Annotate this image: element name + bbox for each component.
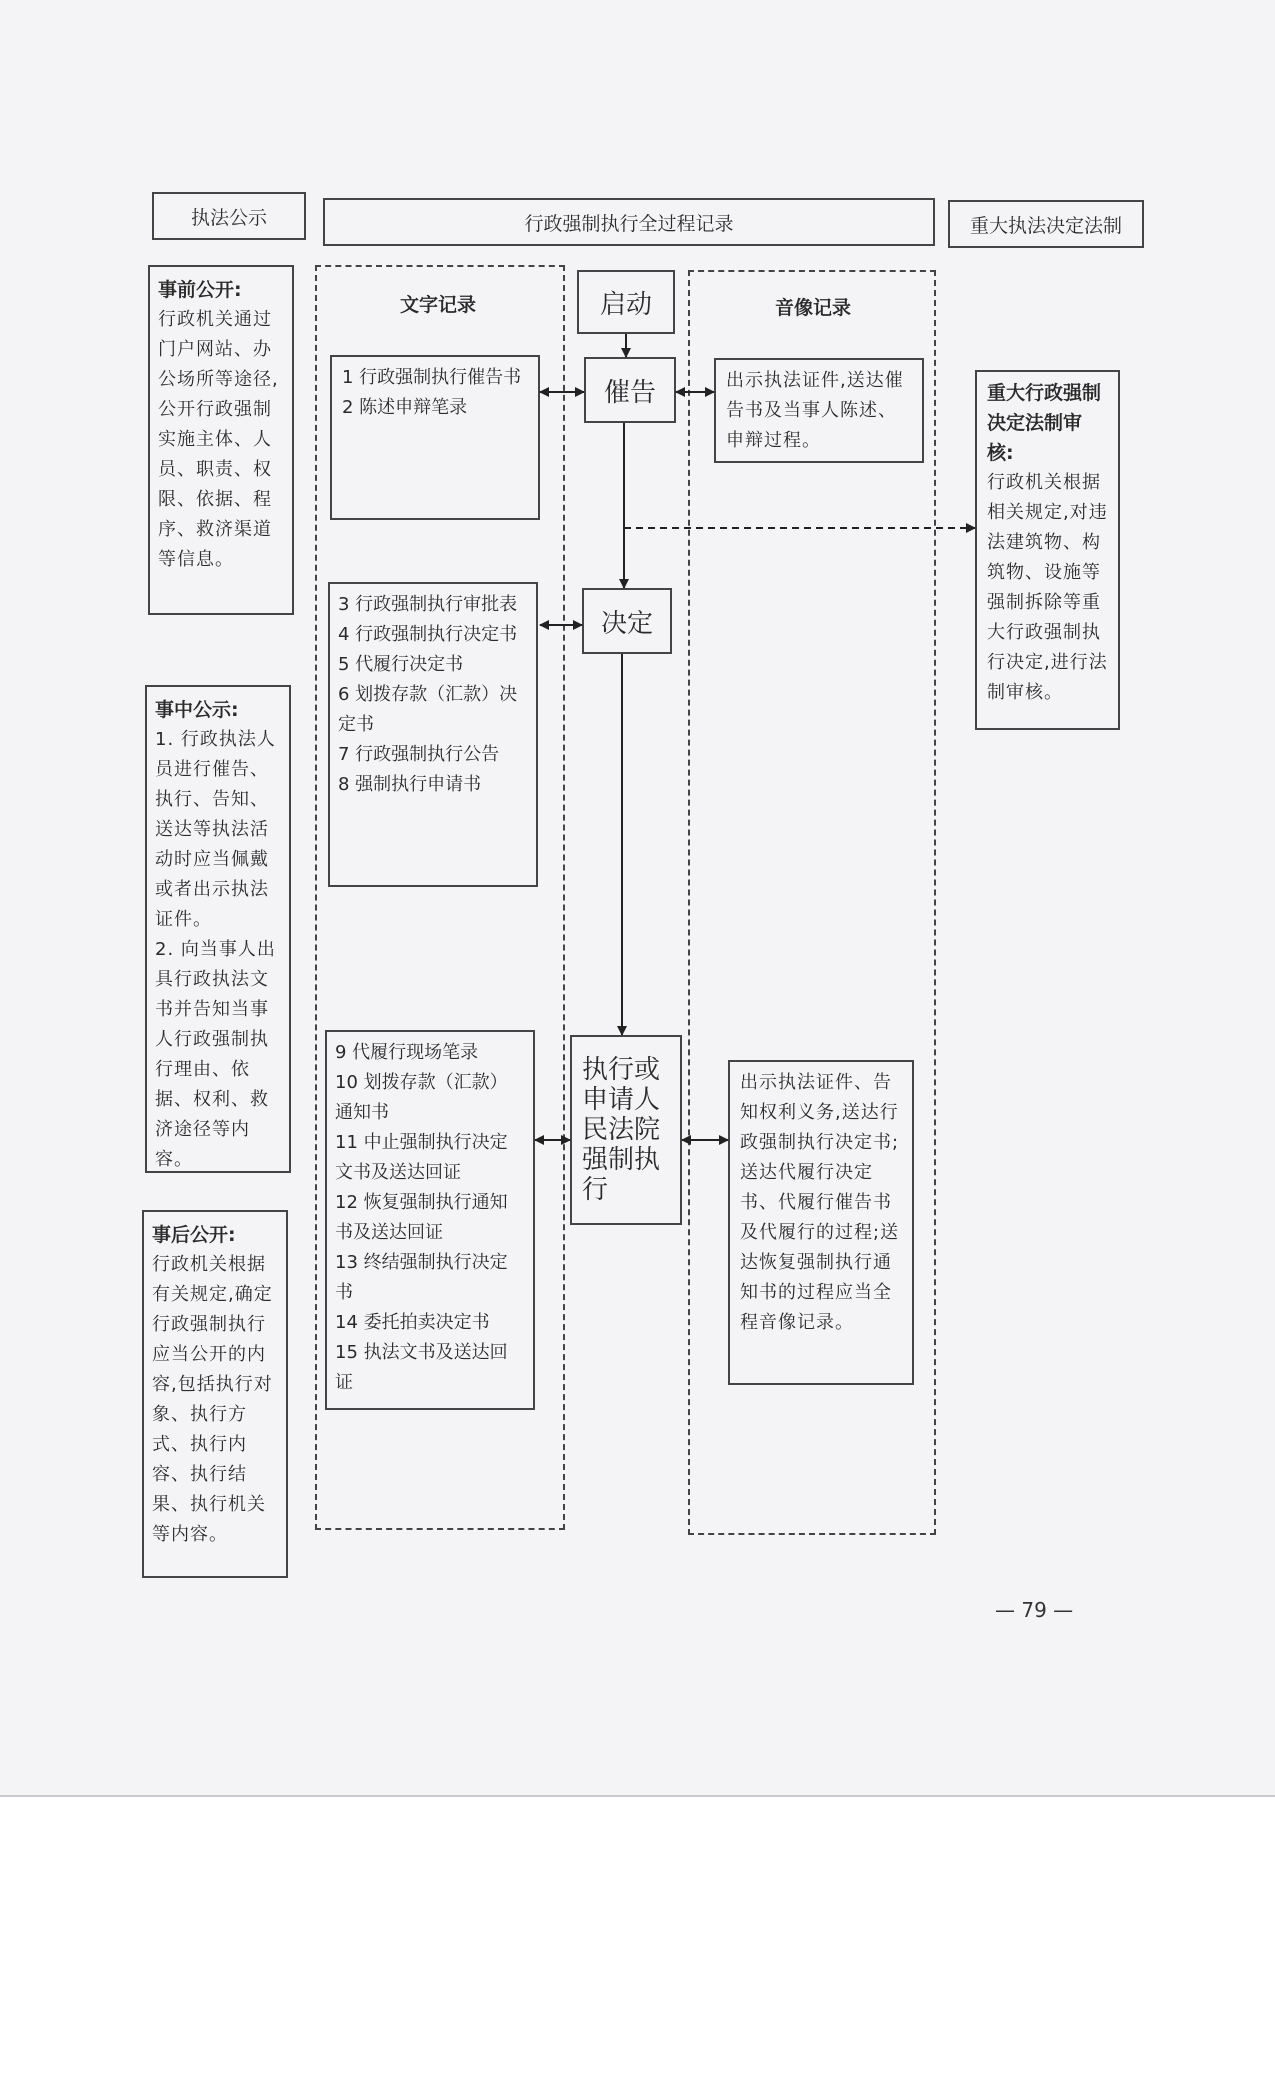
text-record-item: 11 中止强制执行决定文书及送达回证: [335, 1132, 508, 1183]
flow-node-urge-label: 催告: [603, 377, 656, 408]
text-record-item: 14 委托拍卖决定书: [335, 1312, 490, 1333]
text-record-item: 15 执法文书及送达回证: [335, 1342, 508, 1393]
text-record-item: 12 恢复强制执行通知书及送达回证: [335, 1192, 508, 1243]
disclosure-before-title: 事前公开:: [158, 279, 242, 301]
header-full-process-record-label: 行政强制执行全过程记录: [524, 212, 734, 235]
text-record-item: 1 行政强制执行催告书: [342, 367, 522, 388]
disclosure-during-title: 事中公示:: [155, 699, 239, 721]
header-disclosure-label: 执法公示: [190, 206, 267, 229]
disclosure-during-body: 1. 行政执法人员进行催告、执行、告知、送达等执法活动时应当佩戴或者出示执法证件。 2. 向当事人出具行政执法文书并告知当事人行政强制执行理由、依据、权利、救济途径等内容。: [155, 729, 276, 1170]
text-record-item: 5 代履行决定书: [338, 654, 464, 675]
text-record-item: 4 行政强制执行决定书: [338, 624, 518, 645]
legal-review-title: 重大行政强制决定法制审核:: [987, 382, 1102, 464]
av-record-box-2-text: 出示执法证件、告知权利义务,送达行政强制执行决定书;送达代履行决定书、代履行催告书及代履行的过程;送达恢复强制执行通知书的过程应当全程音像记录。: [740, 1072, 900, 1333]
text-record-item: 7 行政强制执行公告: [338, 744, 500, 765]
text-record-item: 13 终结强制执行决定书: [335, 1252, 508, 1303]
page-number: — 79 —: [995, 1598, 1074, 1622]
disclosure-after-title: 事后公开:: [152, 1224, 236, 1246]
av-record-title: 音像记录: [775, 297, 852, 319]
flow-node-start-label: 启动: [599, 289, 652, 320]
header-legal-review-label: 重大执法决定法制: [969, 214, 1122, 237]
text-record-item: 3 行政强制执行审批表: [338, 594, 518, 615]
text-record-item: 2 陈述申辩笔录: [342, 397, 468, 418]
flow-node-execute-label: 执行或申请人民法院强制执行: [582, 1055, 661, 1205]
text-record-item: 9 代履行现场笔录: [335, 1042, 479, 1063]
text-record-item: 10 划拨存款（汇款）通知书: [335, 1072, 508, 1123]
text-record-item: 8 强制执行申请书: [338, 774, 482, 795]
disclosure-before-body: 行政机关通过门户网站、办公场所等途径,公开行政强制实施主体、人员、职责、权限、依据、程序、救济渠道等信息。: [158, 309, 279, 570]
av-record-box-1-text: 出示执法证件,送达催告书及当事人陈述、申辩过程。: [726, 370, 904, 451]
legal-review-body: 行政机关根据相关规定,对违法建筑物、构筑物、设施等强制拆除等重大行政强制执行决定,进行法制审核。: [987, 472, 1108, 703]
disclosure-after-body: 行政机关根据有关规定,确定行政强制执行应当公开的内容,包括执行对象、执行方式、执行内容、执行结果、执行机关等内容。: [152, 1254, 273, 1545]
flow-node-decide-label: 决定: [600, 608, 653, 639]
text-record-title: 文字记录: [400, 294, 477, 316]
text-record-item: 6 划拨存款（汇款）决定书: [338, 684, 518, 735]
